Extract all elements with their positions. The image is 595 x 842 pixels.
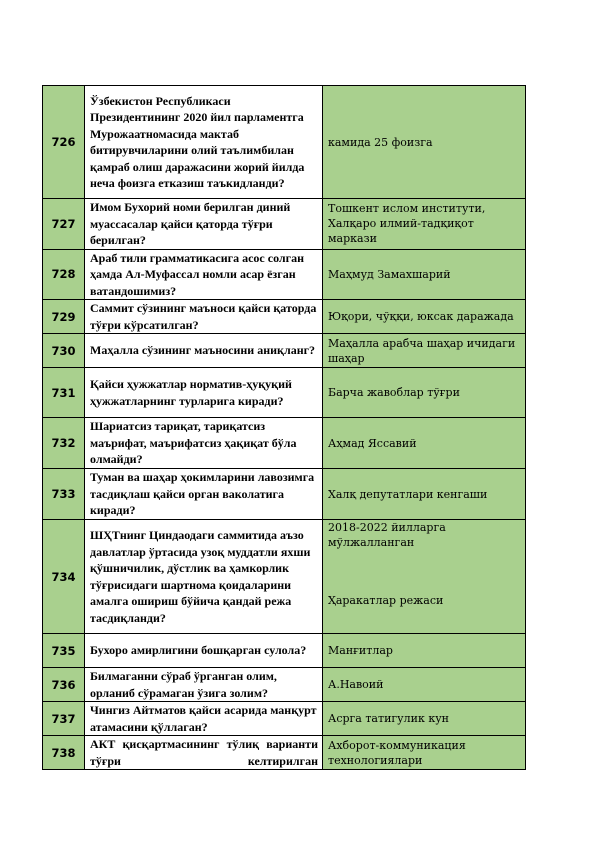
row-number: 726	[43, 86, 85, 199]
question-cell: ШҲТнинг Циндаодаги саммитида аъзо давлатлар ўртасида узоқ муддатли яхши қўшничилик, дўстлик ва ҳамкорлик тўғрисидаги шартнома қоидаларини амалга ошириш бўйича қандай режа тасдиқланди?	[85, 520, 323, 634]
question-cell: Қайси ҳужжатлар норматив-ҳуқуқий ҳужжатларнинг турларига киради?	[85, 368, 323, 418]
table-row	[43, 520, 526, 634]
table-row	[43, 249, 526, 300]
table-row	[43, 368, 526, 418]
row-number: 734	[43, 520, 85, 634]
answer-cell: А.Навоий	[323, 668, 526, 702]
answer-cell: Ахборот-коммуникация технологиялари	[323, 736, 526, 770]
answer-cell: Тошкент ислом институти, Халқаро илмий-тадқиқот маркази	[323, 199, 526, 250]
question-cell: Туман ва шаҳар ҳокимларини лавозимга тасдиқлаш қайси орган ваколатига киради?	[85, 469, 323, 520]
question-cell: Саммит сўзининг маъноси қайси қаторда тўғри кўрсатилган?	[85, 300, 323, 334]
question-cell: Бухоро амирлигини бошқарган сулола?	[85, 634, 323, 668]
row-number: 735	[43, 634, 85, 668]
table-row	[43, 634, 526, 668]
table-row	[43, 736, 526, 770]
question-cell: Чингиз Айтматов қайси асарида манқурт атамасини қўллаган?	[85, 702, 323, 736]
row-number: 731	[43, 368, 85, 418]
question-cell: Ўзбекистон Республикаси Президентининг 2020 йил парламентга Мурожаатномасида мактаб битирувчиларини олий таълимбилан қамраб олиш даражасини жорий йилда неча фоизга етказиш таъкидланди?	[85, 86, 323, 199]
table-row	[43, 469, 526, 520]
answer-cell: Барча жавоблар тўғри	[323, 368, 526, 418]
row-number: 736	[43, 668, 85, 702]
answer-cell: камида 25 фоизга	[323, 86, 526, 199]
row-number: 738	[43, 736, 85, 770]
answer-cell: Халқ депутатлари кенгаши	[323, 469, 526, 520]
row-number: 727	[43, 199, 85, 250]
answer-cell	[323, 520, 526, 634]
question-cell: Араб тили грамматикасига асос солган ҳамда Ал-Муфассал номли асар ёзган ватандошимиз?	[85, 249, 323, 300]
answer-cell: Манғитлар	[323, 634, 526, 668]
question-cell: Имом Бухорий номи берилган диний муассасалар қайси қаторда тўғри берилган?	[85, 199, 323, 250]
row-number: 737	[43, 702, 85, 736]
answer-cell: Юқори, чўққи, юксак даражада	[323, 300, 526, 334]
answer-line: Ҳаракатлар режаси	[328, 594, 444, 607]
table-row	[43, 334, 526, 368]
table-row	[43, 199, 526, 250]
table-row	[43, 300, 526, 334]
answer-cell: Асрга татигулик кун	[323, 702, 526, 736]
question-cell: Билмаганни сўраб ўрганган олим, орланиб сўрамаган ўзига золим?	[85, 668, 323, 702]
table-row	[43, 702, 526, 736]
answer-cell: Маҳалла арабча шаҳар ичидаги шаҳар	[323, 334, 526, 368]
table-row	[43, 668, 526, 702]
question-cell: Шариатсиз тариқат, тариқатсиз маърифат, маърифатсиз ҳақиқат бўла олмайди?	[85, 418, 323, 469]
question-cell: Маҳалла сўзининг маъносини аниқланг?	[85, 334, 323, 368]
row-number: 729	[43, 300, 85, 334]
row-number: 730	[43, 334, 85, 368]
table-row	[43, 86, 526, 199]
table-row	[43, 418, 526, 469]
qa-table	[42, 85, 526, 770]
row-number: 728	[43, 249, 85, 300]
answer-line: 2018-2022 йилларга мўлжалланган	[328, 521, 446, 549]
question-cell: АКТ қисқартмасининг тўлиқ варианти тўғри келтирилган	[85, 736, 323, 770]
answer-cell: Маҳмуд Замахшарий	[323, 249, 526, 300]
answer-cell: Аҳмад Яссавий	[323, 418, 526, 469]
row-number: 732	[43, 418, 85, 469]
row-number: 733	[43, 469, 85, 520]
